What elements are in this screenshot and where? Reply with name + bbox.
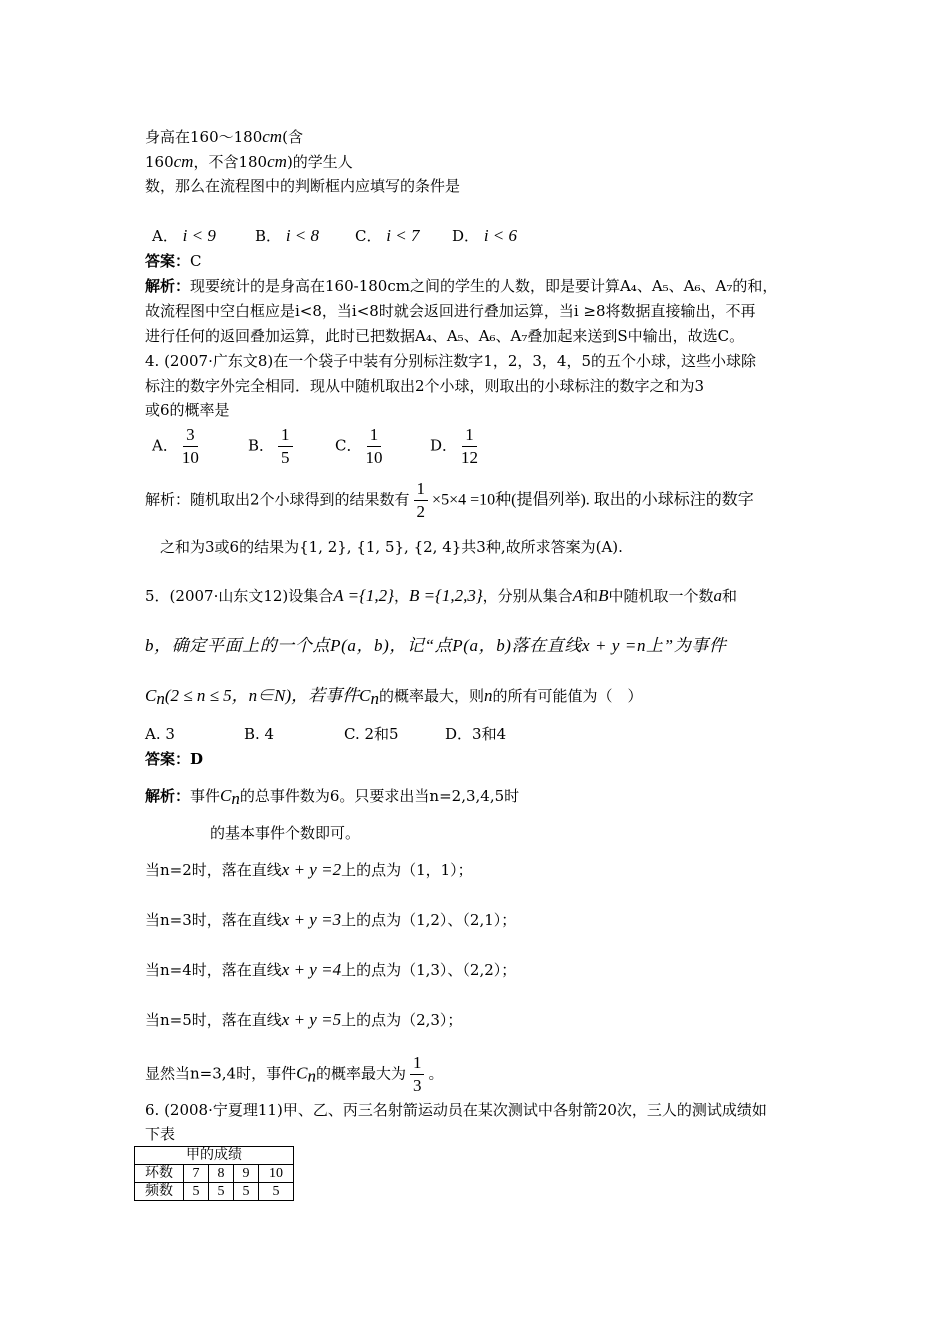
table-cell: 5 [184, 1183, 209, 1201]
q5-line3: $C_n(2 \le n \le 5$，n∈N)，若事件$C_n$的概率最大，则n的所有可能值为（ ） [145, 686, 643, 708]
q5-case-2: 当n=2时，落在直线x + y =2上的点为（1，1）； [145, 860, 473, 879]
q5-conclusion: 显然当n=3,4时，事件$C_n$的概率最大为 $\frac{1}{3}$ 。 [145, 1053, 444, 1095]
q4-option-c: C． $\frac{1}{10}$ [335, 425, 383, 467]
q4-line2: 标注的数字外完全相同．现从中随机取出2个小球，则取出的小球标注的数字之和为3 [145, 377, 705, 395]
q3-answer: 答案：C [145, 252, 202, 270]
q5-line1: 5．(2007·山东文12)设集合A ={1,2}，B ={1,2,3}，分别从集合A和B中随机取一个数a和 [145, 586, 737, 605]
table-cell: 5 [209, 1183, 234, 1201]
table-cell: 环数 [135, 1165, 184, 1183]
table-cell: 8 [209, 1165, 234, 1183]
q6-line2: 下表 [145, 1125, 176, 1143]
q5-option-a: A. 3 [145, 725, 175, 743]
q3-analysis-2: 故流程图中空白框应是i<8，当i<8时就会返回进行叠加运算，当i ≥8将数据直接输出，不再 [145, 302, 756, 320]
q5-option-c: C. 2和5 [344, 725, 399, 743]
q5-analysis-2: 的基本事件个数即可。 [210, 824, 361, 842]
q3-line3: 数，那么在流程图中的判断框内应填写的条件是 [145, 177, 461, 195]
q4-analysis-1: 解析：随机取出2个小球得到的结果数有 $\frac{1}{2}$ ×5×4 =10种(提倡列举). 取出的小球标注的数字 [145, 479, 754, 521]
table-row [135, 1165, 294, 1183]
table-caption: 甲的成绩 [135, 1147, 294, 1165]
q3-option-b: B． i < 8 [255, 226, 320, 245]
q4-option-b: B． $\frac{1}{5}$ [248, 424, 297, 469]
q4-analysis-2: 之和为3或6的结果为{1, 2}, {1, 5}, {2, 4}共3种,故所求答案为(A). [160, 538, 623, 556]
q3-option-d: D． i < 6 [452, 226, 518, 245]
q5-answer: 答案：D [145, 750, 204, 768]
q5-case-5: 当n=5时，落在直线x + y =5上的点为（2,3）； [145, 1010, 463, 1029]
table-cell: 5 [234, 1183, 259, 1201]
q5-option-d: D．3和4 [445, 725, 507, 743]
q4-line3: 或6的概率是 [145, 401, 230, 419]
table-cell: 5 [259, 1183, 294, 1201]
table-cell: 10 [259, 1165, 294, 1183]
q3-option-a: A． i < 9 [152, 226, 216, 245]
q5-option-b: B. 4 [244, 725, 275, 743]
q4-line1: 4. (2007·广东文8)在一个袋子中装有分别标注数字1，2，3，4，5的五个小球，这些小球除 [145, 352, 756, 370]
q5-line2: b，确定平面上的一个点P(a，b)，记“点P(a，b)落在直线x + y =n上”为事件 [145, 636, 727, 655]
q4-option-a: A． $\frac{3}{10}$ [152, 425, 199, 467]
table-cell: 频数 [135, 1183, 184, 1201]
q5-analysis-1: 解析：事件$C_n$的总事件数为6。只要求出当n=2,3,4,5时 [145, 786, 520, 808]
q6-line1: 6. (2008·宁夏理11)甲、乙、丙三名射箭运动员在某次测试中各射箭20次，三人的测试成绩如 [145, 1101, 767, 1119]
q5-case-4: 当n=4时，落在直线x + y =4上的点为（1,3）、（2,2）； [145, 960, 517, 979]
q3-line2: 160cm，不含180cm)的学生人 [145, 152, 353, 171]
table-cell: 7 [184, 1165, 209, 1183]
q4-option-d: D． $\frac{1}{12}$ [430, 425, 479, 467]
q3-analysis-1: 解析：现要统计的是身高在160-180cm之间的学生的人数，即是要计算A₄、A₅、A₆、A₇的和， [145, 277, 778, 295]
score-table [134, 1146, 294, 1201]
table-caption-row [135, 1147, 294, 1165]
q3-analysis-3: 进行任何的返回叠加运算，此时已把数据A₄、A₅、A₆、A₇叠加起来送到S中输出，故选C。 [145, 327, 745, 345]
q3-option-c: C． i < 7 [355, 226, 420, 245]
table-row [135, 1183, 294, 1201]
table-cell: 9 [234, 1165, 259, 1183]
q3-line1: 身高在160～180cm(含 [145, 127, 303, 146]
q5-case-3: 当n=3时，落在直线x + y =3上的点为（1,2）、（2,1）； [145, 910, 517, 929]
